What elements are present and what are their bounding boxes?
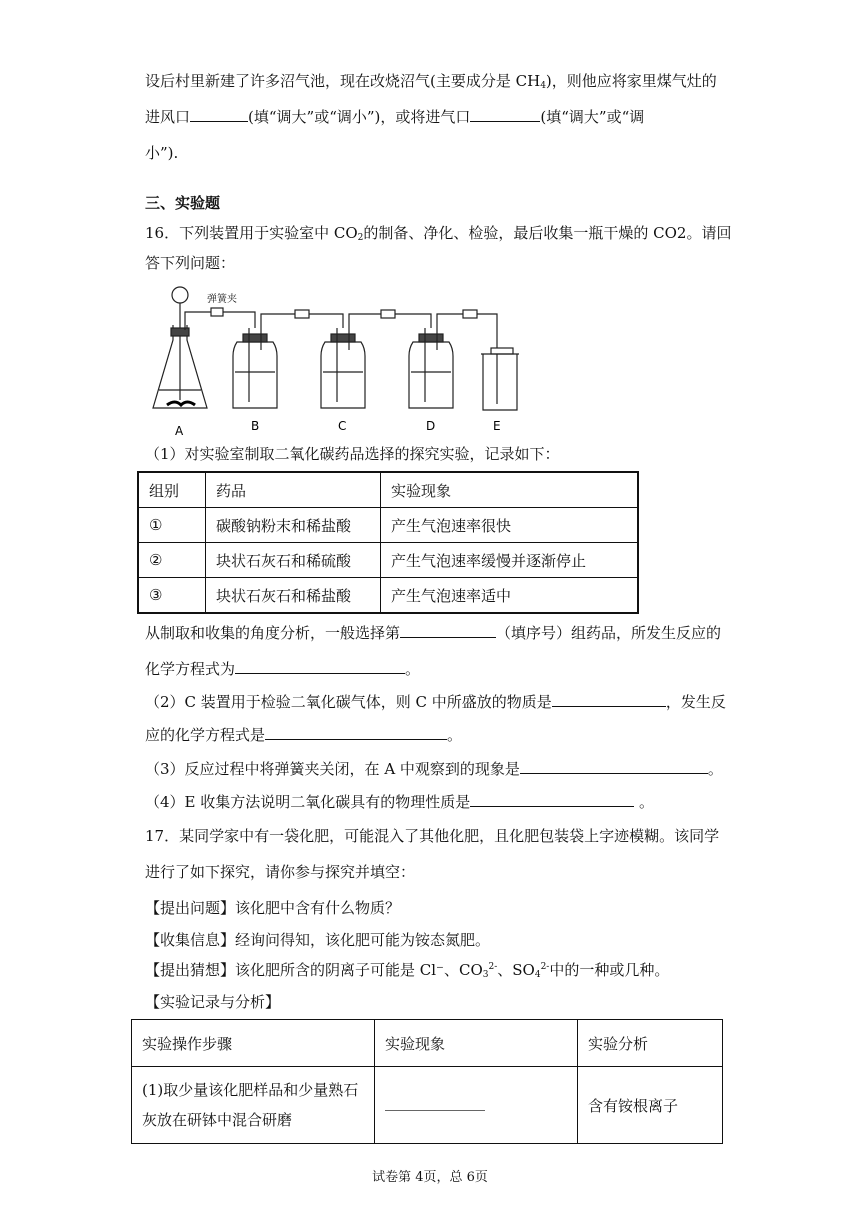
text: (填“调大”或“调 <box>540 108 645 126</box>
answer-blank[interactable] <box>552 692 666 707</box>
table-cell: 块状石灰石和稀盐酸 <box>206 578 381 614</box>
superscript: ⁻ <box>436 961 444 979</box>
text-line <box>145 692 726 712</box>
text-line <box>145 792 654 812</box>
text: 从制取和收集的角度分析，一般选择第 <box>145 624 401 642</box>
page-footer: 试卷第 4页，总 6页 <box>372 1170 488 1185</box>
subscript: 4 <box>534 970 541 980</box>
answer-blank[interactable] <box>190 107 248 122</box>
subscript: 4 <box>540 81 546 91</box>
info-line: 【收集信息】经询问得知，该化肥可能为铵态氮肥。 <box>145 931 491 949</box>
table-header-cell: 组别 <box>138 472 206 508</box>
question-17-line: 17．某同学家中有一袋化肥，可能混入了其他化肥，且化肥包装袋上字迹模糊。该同学 <box>145 827 720 845</box>
answer-blank[interactable] <box>235 659 405 674</box>
ask-line: 【提出问题】该化肥中含有什么物质？ <box>145 899 401 917</box>
text: 中的一种或几种。 <box>549 961 670 979</box>
answer-blank[interactable] <box>520 759 708 774</box>
table-cell: 含有铵根离子 <box>578 1067 723 1144</box>
question-16-line <box>145 223 731 248</box>
text: (填“调大”或“调小”)，或将进气口 <box>248 108 471 126</box>
text-line <box>145 759 723 779</box>
answer-blank[interactable] <box>385 1096 485 1111</box>
question-16-part1-intro: （1）对实验室制取二氧化碳药品选择的探究实验，记录如下： <box>145 445 560 463</box>
text: (1)取少量该化肥样品和少量熟石 <box>142 1081 359 1099</box>
text: 设后村里新建了许多沼气池，现在改烧沼气(主要成分是 CH <box>145 72 541 90</box>
table-cell: ③ <box>138 578 206 614</box>
text-line <box>145 725 462 745</box>
text: 、CO <box>443 961 483 979</box>
text-line <box>145 143 178 163</box>
subscript: 3 <box>482 970 489 980</box>
question-17-line: 进行了如下探究，请你参与探究并填空： <box>145 863 416 881</box>
text: 16．下列装置用于实验室中 CO <box>145 224 358 242</box>
table-cell: 产生气泡速率适中 <box>381 578 639 614</box>
drug-selection-table <box>137 471 639 614</box>
text-line <box>145 659 420 679</box>
table-header-cell: 药品 <box>206 472 381 508</box>
label-a: A <box>175 424 184 438</box>
text: （4）E 收集方法说明二氧化碳具有的物理性质是 <box>145 793 471 811</box>
question-16-line: 答下列问题： <box>145 254 236 272</box>
text: 。 <box>634 793 655 811</box>
answer-blank[interactable] <box>400 623 496 638</box>
table-header-cell: 实验现象 <box>375 1020 578 1067</box>
label-b: B <box>251 419 260 433</box>
text: )，则他应将家里煤气灶的 <box>545 72 717 90</box>
table-cell: 块状石灰石和稀硫酸 <box>206 543 381 578</box>
answer-blank[interactable] <box>265 725 447 740</box>
record-line: 【实验记录与分析】 <box>145 993 281 1011</box>
superscript: 2- <box>540 962 550 972</box>
text-line <box>145 107 644 127</box>
text: （2）C 装置用于检验二氧化碳气体，则 C 中所盛放的物质是 <box>145 693 552 711</box>
table-cell: 产生气泡速率缓慢并逐渐停止 <box>381 543 639 578</box>
text-line <box>145 71 717 96</box>
table-cell <box>375 1067 578 1144</box>
label-c: C <box>338 419 347 433</box>
text: 小”). <box>145 144 179 162</box>
answer-blank[interactable] <box>470 792 634 807</box>
superscript: 2- <box>488 962 498 972</box>
table-header-cell: 实验现象 <box>381 472 639 508</box>
text: 的制备、净化、检验，最后收集一瓶干燥的 CO2。请回 <box>363 224 732 242</box>
table-header-cell: 实验分析 <box>578 1020 723 1067</box>
text: 【提出猜想】该化肥所含的阴离子可能是 Cl <box>145 961 437 979</box>
table-cell: ① <box>138 508 206 543</box>
subscript: 2 <box>357 233 364 243</box>
text: 。 <box>447 726 463 744</box>
text: （填序号）组药品，所发生反应的 <box>496 624 722 642</box>
table-row <box>138 508 638 543</box>
table-row <box>132 1067 723 1144</box>
section-title: 三、实验题 <box>145 194 221 212</box>
text: 化学方程式为 <box>145 660 236 678</box>
text: 、SO <box>497 961 535 979</box>
table-cell: ② <box>138 543 206 578</box>
text-line <box>145 623 721 643</box>
clip-label: 弹簧夹 <box>207 294 237 305</box>
apparatus-diagram <box>145 280 555 440</box>
table-row <box>138 578 638 614</box>
table-header-cell: 实验操作步骤 <box>132 1020 375 1067</box>
text: 。 <box>707 760 723 778</box>
table-cell: 碳酸钠粉末和稀盐酸 <box>206 508 381 543</box>
guess-line <box>145 960 669 985</box>
answer-blank[interactable] <box>470 107 540 122</box>
text: 进风口 <box>145 108 191 126</box>
label-d: D <box>426 419 436 433</box>
text: 。 <box>405 660 421 678</box>
table-cell <box>132 1067 375 1144</box>
table-cell: 产生气泡速率很快 <box>381 508 639 543</box>
table-header-row <box>138 472 638 508</box>
text: （3）反应过程中将弹簧夹关闭，在 A 中观察到的现象是 <box>145 760 520 778</box>
text: 应的化学方程式是 <box>145 726 266 744</box>
text: 灰放在研钵中混合研磨 <box>142 1111 293 1129</box>
text: ，发生反 <box>665 693 726 711</box>
label-e: E <box>493 419 501 433</box>
experiment-record-table <box>131 1019 723 1144</box>
table-row <box>138 543 638 578</box>
table-header-row <box>132 1020 723 1067</box>
